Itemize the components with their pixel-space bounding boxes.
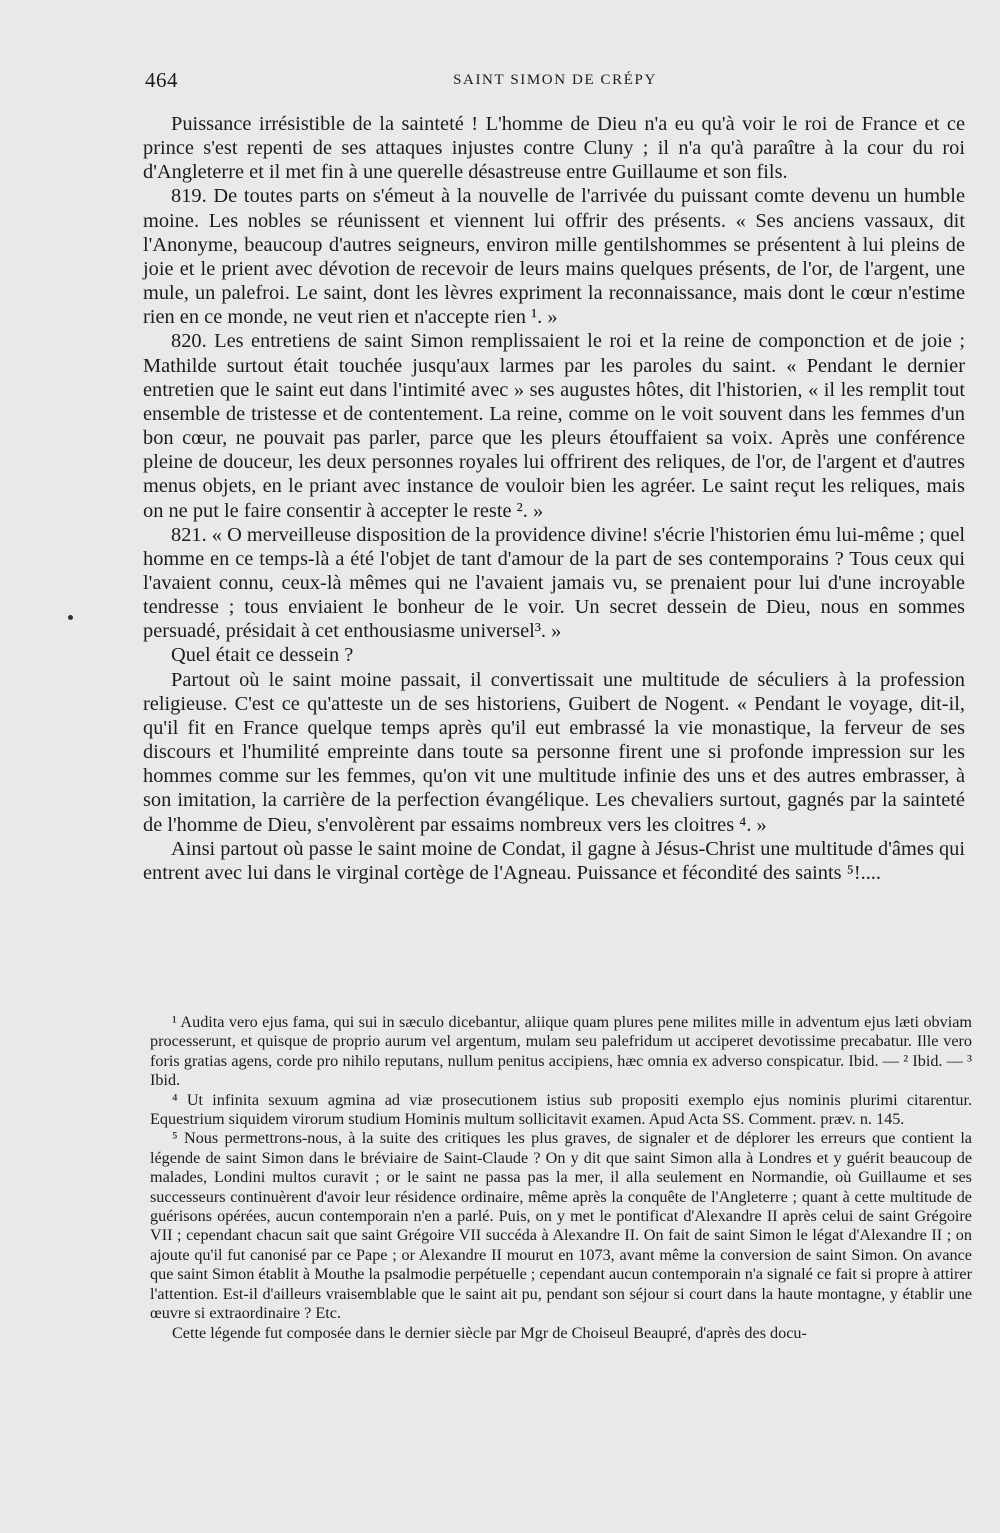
footnote-4: ⁴ Ut infinita sexuum agmina ad viæ prosecutionem istius sub propositi exemplo ejus nominis plurimi citarentur. Equestrium siquidem virorum studium Hominis multum sollicitavit examen. Apud Acta SS. Comment. præv. n. 145.	[150, 1090, 972, 1129]
paragraph-821: 821. « O merveilleuse disposition de la providence divine! s'écrie l'historien ému lui-même ; quel homme en ce temps-là a été l'objet de tant d'amour de la part de ses contemporains ? Tous ceux qui l'avaient connu, ceux-là mêmes qui ne l'avaient jamais vu, se prenaient pour lui d'une incroyable tendresse ; tous enviaient le bonheur de le voir. Un secret dessein de Dieu, nous en sommes persuadé, présidait à cet enthousiasme universel³. »	[143, 523, 965, 643]
paragraph-819: 819. De toutes parts on s'émeut à la nouvelle de l'arrivée du puissant comte devenu un humble moine. Les nobles se réunissent et viennent lui offrir des présents. « Ses anciens vassaux, dit l'Anonyme, beaucoup d'autres seigneurs, environ mille gentilshommes se présentent à lui pleins de joie et le prient avec dévotion de recevoir de leurs mains quelques présents, de l'or, de l'argent, une mule, un palefroi. Le saint, dont les lèvres expriment la reconnaissance, mais dont le cœur n'estime rien en ce monde, ne veut rien et n'accepte rien ¹. »	[143, 185, 965, 329]
main-text	[143, 112, 965, 885]
paragraph: Ainsi partout où passe le saint moine de Condat, il gagne à Jésus-Christ une multitude d'âmes qui entrent avec lui dans le virginal cortège de l'Agneau. Puissance et fécondité des saints ⁵!....	[143, 837, 965, 884]
footnote-1: ¹ Audita vero ejus fama, qui sui in sæculo dicebantur, aliique quam plures pene milites mille in adventum ejus læti obviam processerunt, et quisque de proprio aurum vel argentum, mulam seu palefridum ut acciperet devotissime precabatur. Ille vero foris gratias agens, corde pro nihilo reputans, nullum penitus accipiens, hæc omnia ex adverso conspicatur. Ibid. — ² Ibid. — ³ Ibid.	[150, 1013, 972, 1090]
paragraph: Quel était ce dessein ?	[171, 644, 354, 667]
margin-mark	[68, 615, 73, 620]
footnote-continuation: Cette légende fut composée dans le dernier siècle par Mgr de Choiseul Beaupré, d'après des docu-	[172, 1323, 807, 1342]
paragraph: Partout où le saint moine passait, il convertissait une multitude de séculiers à la profession religieuse. C'est ce qu'atteste un de ses historiens, Guibert de Nogent. « Pendant le voyage, dit-il, qu'il fit en France quelque temps après qu'il eut embrassé la vie monastique, la ferveur de ses discours et l'humilité empreinte dans toute sa personne firent une si profonde impression sur les hommes comme sur les femmes, qu'on vit une multitude infinie des uns et des autres embrasser, à son imitation, la carrière de la perfection évangélique. Les chevaliers surtout, gagnés par la sainteté de l'homme de Dieu, s'envolèrent par essaims nombreux vers les cloitres ⁴. »	[143, 668, 965, 836]
footnotes	[150, 1013, 972, 1343]
running-title: SAINT SIMON DE CRÉPY	[453, 72, 657, 88]
footnote-5: ⁵ Nous permettrons-nous, à la suite des critiques les plus graves, de signaler et de déplorer les erreurs que contient la légende de saint Simon dans le bréviaire de Saint-Claude ? On y dit que saint Simon alla à Londres et y guérit beaucoup de malades, Londini multos curavit ; or le saint ne passa pas la mer, il alla seulement en Normandie, où Guillaume et ses successeurs continuèrent d'avoir leur résidence ordinaire, même après la conquête de l'Angleterre ; quant à cette multitude de guérisons opérées, aucun contemporain n'en a parlé. Puis, on y met le pontificat d'Alexandre II après celui de saint Grégoire VII ; cependant chacun sait que saint Grégoire VII succéda à Alexandre II. On fait de saint Simon le légat d'Alexandre II ; on ajoute qu'il fut canonisé par ce Pape ; or Alexandre II mourut en 1073, avant même la conversion de saint Simon. On avance que saint Simon établit à Mouthe la psalmodie perpétuelle ; cependant aucun contemporain n'a signalé ce fait si propre à attirer l'attention. Est-il d'ailleurs vraisemblable que le saint ait pu, pendant son séjour si court dans la haute montagne, y établir une œuvre si extraordinaire ? Etc.	[150, 1129, 972, 1323]
paragraph: Puissance irrésistible de la sainteté ! L'homme de Dieu n'a eu qu'à voir le roi de France et ce prince s'est repenti de ses attaques injustes contre Cluny ; il n'a qu'à paraître à la cour du roi d'Angleterre et il met fin à une querelle désastreuse entre Guillaume et son fils.	[143, 113, 965, 184]
paragraph-820: 820. Les entretiens de saint Simon remplissaient le roi et la reine de componction et de joie ; Mathilde surtout était touchée jusqu'aux larmes par les paroles du saint. « Pendant le dernier entretien que le saint eut dans l'intimité avec » ses augustes hôtes, dit l'historien, « il les remplit tout ensemble de tristesse et de contentement. La reine, comme on le voit souvent dans les femmes d'un bon cœur, ne pouvait pas parler, parce que les pleurs étouffaient sa voix. Après une conférence pleine de douceur, les deux personnes royales lui offrirent des reliques, de l'or, de l'argent et d'autres menus objets, en le priant avec instance de vouloir bien les agréer. Le saint reçut les reliques, mais on ne put le faire consentir à accepter le reste ². »	[143, 330, 965, 522]
page-header	[140, 68, 970, 98]
page-number: 464	[145, 68, 178, 92]
